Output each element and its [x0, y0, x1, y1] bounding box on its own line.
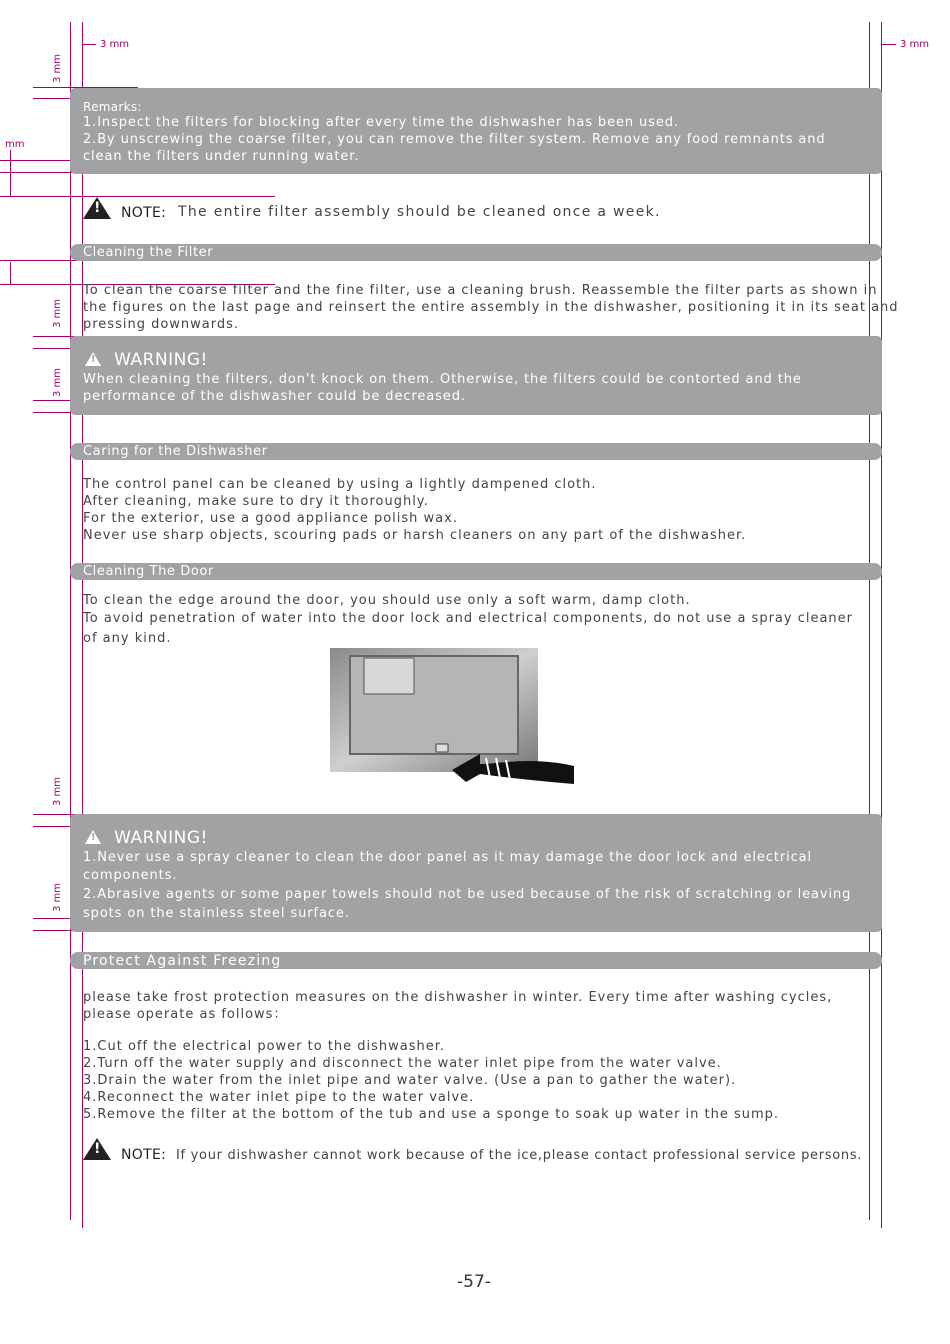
list-item: 1.Cut off the electrical power to the dishwasher.	[83, 1039, 446, 1054]
section-heading-bar	[70, 443, 882, 460]
remarks-line: 1.Inspect the filters for blocking after every time the dishwasher has been used.	[83, 115, 679, 130]
section-heading: Protect Against Freezing	[83, 953, 282, 969]
warning-line: 1.Never use a spray cleaner to clean the door panel as it may damage the door lock and electrical	[83, 850, 813, 865]
paragraph-line: After cleaning, make sure to dry it thoroughly.	[83, 494, 429, 509]
note-label: NOTE:	[121, 1147, 167, 1163]
paragraph-line: the figures on the last page and reinsert the entire assembly in the dishwasher, positioning it in its seat and	[83, 300, 899, 315]
list-item: 4.Reconnect the water inlet pipe to the water valve.	[83, 1090, 475, 1105]
note-label: NOTE:	[121, 205, 167, 221]
margin-label-vertical-3: 3 mm	[52, 367, 63, 397]
section-heading-bar	[70, 244, 882, 261]
left-trim-line	[70, 22, 71, 1220]
right-trim-line	[869, 22, 870, 1220]
remarks-title: Remarks:	[83, 100, 142, 114]
warning-line: components.	[83, 868, 178, 883]
margin-label-vertical-1: 3 mm	[52, 53, 63, 83]
margin-label-top-right: 3 mm	[900, 39, 930, 50]
warning-header	[85, 828, 208, 848]
section-heading: Caring for the Dishwasher	[83, 444, 268, 459]
remarks-box	[70, 88, 882, 174]
paragraph-line: please operate as follows：	[83, 1007, 288, 1022]
list-item: 3.Drain the water from the inlet pipe and water valve. (Use a pan to gather the water).	[83, 1073, 737, 1088]
warning-icon: !	[83, 1138, 111, 1160]
remarks-line: 2.By unscrewing the coarse filter, you can remove the filter system. Remove any food remnants and	[83, 132, 826, 147]
dishwasher-door-illustration	[330, 646, 580, 791]
paragraph-line: of any kind.	[83, 631, 172, 646]
paragraph-line: To avoid penetration of water into the door lock and electrical components, do not use a spray cleaner	[83, 611, 854, 626]
guide-line-vertical	[10, 150, 11, 196]
warning-box	[70, 336, 882, 415]
section-heading: Cleaning The Door	[83, 564, 214, 579]
section-heading: Cleaning the Filter	[83, 245, 214, 260]
margin-label-vertical-2: 3 mm	[52, 298, 63, 328]
paragraph-line: The control panel can be cleaned by using a lightly dampened cloth.	[83, 477, 597, 492]
detergent-dispenser	[364, 658, 414, 694]
warning-line: performance of the dishwasher could be decreased.	[83, 389, 466, 404]
list-item: 5.Remove the filter at the bottom of the tub and use a sponge to soak up water in the sump.	[83, 1107, 780, 1122]
paragraph-line: please take frost protection measures on the dishwasher in winter. Every time after washing cycles,	[83, 990, 833, 1005]
warning-box	[70, 814, 882, 932]
warning-line: 2.Abrasive agents or some paper towels should not be used because of the risk of scratching or leaving	[83, 887, 852, 902]
note-text: The entire filter assembly should be cleaned once a week.	[178, 204, 661, 220]
warning-title: WARNING!	[114, 350, 208, 370]
warning-icon: !	[83, 197, 111, 219]
margin-label-left-mm: mm	[5, 139, 25, 150]
top-mark-left	[82, 44, 96, 45]
paragraph-line: Never use sharp objects, scouring pads or harsh cleaners on any part of the dishwasher.	[83, 528, 747, 543]
remarks-line: clean the filters under running water.	[83, 149, 360, 164]
note-text: If your dishwasher cannot work because of the ice,please contact professional service persons.	[176, 1148, 863, 1163]
warning-icon	[85, 830, 101, 844]
list-item: 2.Turn off the water supply and disconnect the water inlet pipe from the water valve.	[83, 1056, 722, 1071]
warning-line: When cleaning the filters, don't knock on them. Otherwise, the filters could be contorted and the	[83, 372, 802, 387]
guide-line	[0, 196, 275, 197]
page-number: -57-	[457, 1272, 491, 1292]
margin-label-vertical-5: 3 mm	[52, 882, 63, 912]
right-bleed-line	[881, 22, 882, 1228]
door-lock	[436, 744, 448, 752]
paragraph-line: pressing downwards.	[83, 317, 240, 332]
margin-label-top-left: 3 mm	[100, 39, 130, 50]
paragraph-line: To clean the coarse filter and the fine filter, use a cleaning brush. Reassemble the filter parts as shown in	[83, 283, 878, 298]
paragraph-line: To clean the edge around the door, you should use only a soft warm, damp cloth.	[83, 593, 691, 608]
paragraph-line: For the exterior, use a good appliance polish wax.	[83, 511, 458, 526]
section-heading-bar	[70, 952, 882, 969]
warning-title: WARNING!	[114, 828, 208, 848]
section-heading-bar	[70, 563, 882, 580]
warning-icon	[85, 352, 101, 366]
warning-header	[85, 350, 208, 370]
warning-line: spots on the stainless steel surface.	[83, 906, 350, 921]
guide-line-vertical	[10, 262, 11, 284]
margin-label-vertical-4: 3 mm	[52, 776, 63, 806]
top-mark-right	[882, 44, 896, 45]
